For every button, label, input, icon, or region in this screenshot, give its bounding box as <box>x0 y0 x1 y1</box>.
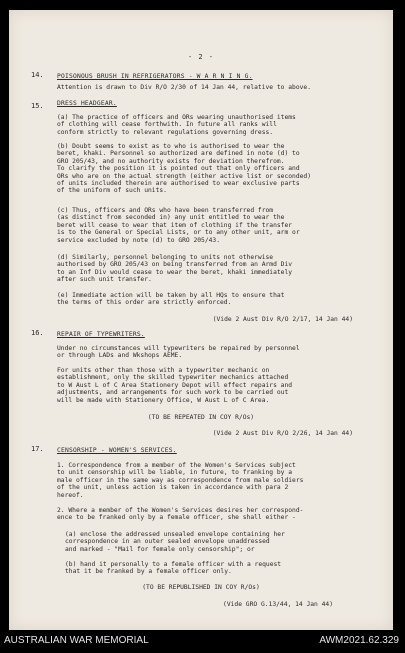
section-17-para-2a: (a) enclose the addressed unsealed envelope containing her correspondence in an outer sealed envelope unaddressed and marked - "Mail for female only censorship"; or <box>65 531 285 553</box>
section-16-heading: REPAIR OF TYPEWRITERS. <box>57 331 145 338</box>
section-17-heading: CENSORSHIP - WOMEN'S SERVICES. <box>57 447 177 454</box>
footer-catalogue-id: AWM2021.62.329 <box>319 635 399 646</box>
section-15-number: 15. <box>31 102 44 110</box>
section-14-heading: POISONOUS BRUSH IN REFRIGERATORS - W A R N I N G. <box>57 73 253 80</box>
section-15-para-a: (a) The practice of officers and ORs wearing unauthorised items of clothing will cease forthwith. In future all ranks will conform strictly to relevant regulations governing dress. <box>57 114 296 136</box>
footer-source-label: AUSTRALIAN WAR MEMORIAL <box>4 635 149 646</box>
page-number: - 2 - <box>187 53 215 61</box>
section-14-text: Attention is drawn to Div R/O 2/30 of 14 Jan 44, relative to above. <box>57 84 312 91</box>
section-16-repeat-note: (TO BE REPEATED IN COY R/Os) <box>147 414 255 421</box>
section-17-para-2: 2. Where a member of the Women's Services desires her correspond- ence to be franked only by a female officer, she shall either - <box>57 507 304 522</box>
section-17-para-2b: (b) hand it personally to a female officer with a request that it be franked by a female officer only. <box>65 561 282 576</box>
section-16-reference: (Vide 2 Aust Div R/O 2/26, 14 Jan 44) <box>212 430 353 437</box>
section-15-para-b: (b) Doubt seems to exist as to who is authorised to wear the beret, khaki. Personnel so authorized are defined in note (d) to GRO 205/43, and no authority exists for deviation therefrom. To clarify the position it is pointed out that only officers and ORs who are on the actual strength (either active list or seconded) of units included therein are authorised to wear exclusive parts of the uniform of such units. <box>57 143 312 195</box>
archive-footer <box>0 630 405 653</box>
section-15-heading: DRESS HEADGEAR. <box>57 100 117 107</box>
section-16-number: 16. <box>31 329 44 337</box>
section-14-number: 14. <box>31 71 44 79</box>
section-15-para-d: (d) Similarly, personnel belonging to units not otherwise authorised by GRO 205/43 on being transferred from an Armd Div to an Inf Div would cease to wear the beret, khaki immediately after such unit transfer. <box>57 254 293 284</box>
section-15-para-c: (c) Thus, officers and ORs who have been transferred from (as distinct from seconded in) any unit entitled to wear the beret will cease to wear that item of clothing if the transfer is to the General or Special Lists, or to any other unit, arm or service excluded by note (d) to GRO 205/43. <box>57 207 300 244</box>
section-17-para-1: 1. Correspondence from a member of the Women's Services subject to unit censorship will be liable, in future, to franking by a male officer in the same way as correspondence from male soldiers of the unit, unless action is taken in accordance with para 2 hereof. <box>57 462 304 499</box>
section-17-reference: (Vide GRO G.13/44, 14 Jan 44) <box>223 601 333 608</box>
document-page <box>9 10 393 630</box>
section-16-para-1: Under no circumstances will typewriters be repaired by personnel or through LADs and Wkshops AEME. <box>57 345 300 360</box>
section-15-para-e: (e) Immediate action will be taken by all HQs to ensure that the terms of this order are strictly enforced. <box>57 292 285 307</box>
section-17-republish-note: (TO BE REPUBLISHED IN COY R/Os) <box>142 584 260 591</box>
section-15-reference: (Vide 2 Aust Div R/O 2/17, 14 Jan 44) <box>212 316 353 323</box>
section-17-number: 17. <box>31 445 44 453</box>
section-16-para-2: For units other than those with a typewriter mechanic on establishment, only the skilled typewriter mechanics attached to W Aust L of C Area Stationery Depot will effect repairs and adjustments, and arrangements for such work to be carried out will be made with Stationery Office, W Aust L of C Area. <box>57 367 293 404</box>
